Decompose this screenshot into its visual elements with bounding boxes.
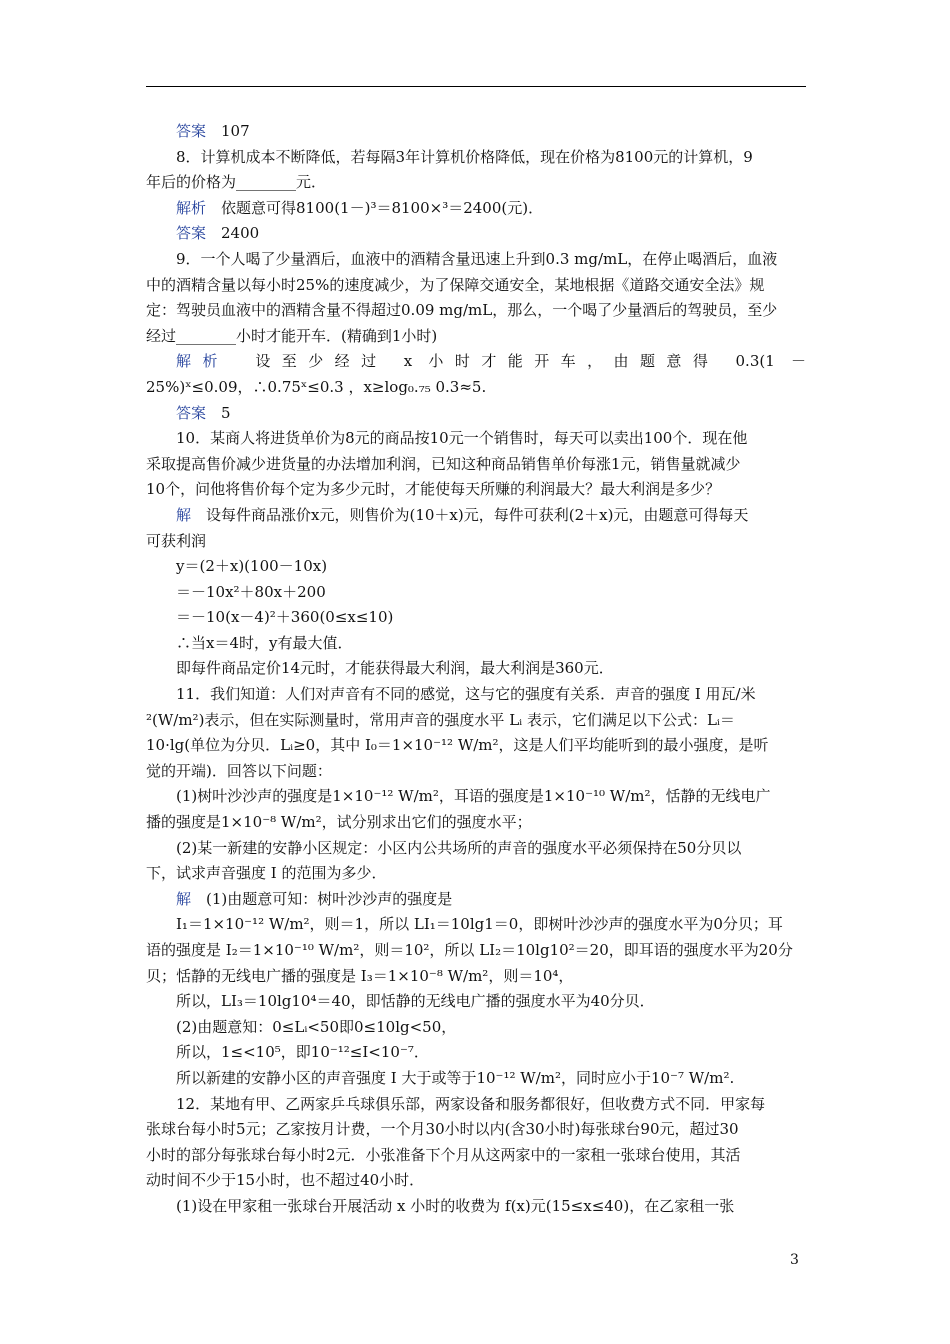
line-text: 9．一个人喝了少量酒后，血液中的酒精含量迅速上升到0.3 mg/mL，在停止喝酒后，血液 — [176, 249, 778, 268]
text-line — [146, 401, 806, 427]
answer-label: 解 — [176, 505, 192, 524]
text-line — [146, 221, 806, 247]
text-line — [146, 605, 806, 631]
line-text: 8．计算机成本不断降低，若每隔3年计算机价格降低，现在价格为8100元的计算机，9 — [176, 147, 753, 166]
line-text: 贝；恬静的无线电广播的强度是 I₃＝1×10⁻⁸ W/m²，则＝10⁴， — [146, 966, 574, 985]
text-line — [146, 1092, 806, 1118]
text-line — [146, 119, 806, 145]
text-line — [146, 349, 806, 375]
line-text: ∴当x＝4时，y有最大值． — [176, 633, 353, 652]
line-text: y＝(2＋x)(100－10x) — [176, 557, 328, 576]
line-text: 107 — [206, 122, 250, 140]
line-text: 即每件商品定价14元时，才能获得最大利润，最大利润是360元． — [176, 659, 614, 678]
line-text: 中的酒精含量以每小时25%的速度减少，为了保障交通安全，某地根据《道路交通安全法》规 — [146, 275, 765, 294]
text-line — [146, 196, 806, 222]
line-text: 5 — [206, 403, 231, 422]
text-line — [146, 784, 806, 810]
answer-label: 解析 — [176, 352, 229, 371]
text-line — [146, 298, 806, 324]
text-line — [146, 1066, 806, 1092]
text-line — [146, 938, 806, 964]
text-line — [146, 273, 806, 299]
line-text: 12．某地有甲、乙两家乒乓球俱乐部，两家设备和服务都很好，但收费方式不同．甲家每 — [176, 1094, 766, 1113]
line-text: ²(W/m²)表示，但在实际测量时，常用声音的强度水平 Lᵢ 表示，它们满足以下公式：Lᵢ＝ — [146, 710, 735, 729]
text-line — [146, 964, 806, 990]
text-line — [146, 887, 806, 913]
text-line — [146, 247, 806, 273]
line-text: 设每件商品涨价x元，则售价为(10＋x)元，每件可获利(2＋x)元，由题意可得每天 — [191, 505, 749, 524]
line-text: 可获利润 — [146, 531, 207, 550]
header-rule — [146, 86, 806, 87]
text-line — [146, 324, 806, 350]
line-text: I₁＝1×10⁻¹² W/m²，则＝1，所以 LI₁＝10lg1＝0，即树叶沙沙声的强度水平为0分贝；耳 — [176, 915, 783, 934]
answer-label: 解析 — [176, 198, 207, 217]
text-line — [146, 1143, 806, 1169]
line-text: 动时间不少于15小时，也不超过40小时． — [146, 1171, 425, 1190]
answer-label: 解 — [176, 889, 192, 908]
answer-label: 答案 — [176, 122, 207, 140]
line-text: 小时的部分每张球台每小时2元．小张准备下个月从这两家中的一家租一张球台使用，其活 — [146, 1145, 741, 1164]
text-line — [146, 1015, 806, 1041]
text-line — [146, 1040, 806, 1066]
text-line — [146, 989, 806, 1015]
line-text: 25%)ˣ≤0.09，∴0.75ˣ≤0.3 ，x≥log₀.₇₅ 0.3≈5. — [146, 377, 487, 396]
text-line — [146, 503, 806, 529]
line-text: (1)由题意可知：树叶沙沙声的强度是 — [191, 889, 453, 908]
text-line — [146, 580, 806, 606]
text-line — [146, 708, 806, 734]
line-text: 年后的价格为________元． — [146, 173, 327, 192]
line-text: ＝－10(x－4)²＋360(0≤x≤10) — [176, 608, 394, 627]
line-text: 2400 — [206, 224, 260, 243]
line-text: 语的强度是 I₂＝1×10⁻¹⁰ W/m²，则＝10²，所以 LI₂＝10lg10²＝20，即耳语的强度水平为20分 — [146, 941, 793, 959]
line-text: 所以，LI₃＝10lg10⁴＝40，即恬静的无线电广播的强度水平为40分贝． — [176, 992, 655, 1011]
line-text: 定：驾驶员血液中的酒精含量不得超过0.09 mg/mL，那么，一个喝了少量酒后的驾驶员，至少 — [146, 301, 778, 320]
text-line — [146, 477, 806, 503]
line-text: 依题意可得8100(1－)³＝8100×³＝2400(元)． — [206, 198, 544, 217]
answer-label: 答案 — [176, 403, 207, 422]
text-line — [146, 861, 806, 887]
document-body — [146, 119, 806, 1220]
line-text: 10个，问他将售价每个定为多少元时，才能使每天所赚的利润最大？最大利润是多少？ — [146, 480, 721, 499]
line-text: (1)设在甲家租一张球台开展活动 x 小时的收费为 f(x)元(15≤x≤40)，在乙家租一张 — [176, 1196, 735, 1215]
text-line — [146, 1117, 806, 1143]
line-text: 张球台每小时5元；乙家按月计费，一个月30小时以内(含30小时)每张球台90元，超过30 — [146, 1120, 739, 1139]
line-text: 11．我们知道：人们对声音有不同的感觉，这与它的强度有关系．声音的强度 I 用瓦/米 — [176, 685, 756, 704]
text-line — [146, 452, 806, 478]
line-text: 所以新建的安静小区的声音强度 I 大于或等于10⁻¹² W/m²，同时应小于10⁻⁷ W/m². — [176, 1068, 735, 1087]
text-line — [146, 529, 806, 555]
line-text: ＝－10x²＋80x＋200 — [176, 582, 326, 601]
line-text: 播的强度是1×10⁻⁸ W/m²，试分别求出它们的强度水平； — [146, 813, 532, 832]
text-line — [146, 733, 806, 759]
line-text: (2)由题意知：0≤Lᵢ<50即0≤10lg<50， — [176, 1017, 457, 1036]
line-text: 10·lg(单位为分贝．Lᵢ≥0，其中 I₀＝1×10⁻¹² W/m²，这是人们平均能听到的最小强度，是听 — [146, 736, 769, 755]
text-line — [146, 170, 806, 196]
text-line — [146, 145, 806, 171]
line-text: 采取提高售价减少进货量的办法增加利润，已知这种商品销售单价每涨1元，销售量就减少 — [146, 454, 741, 473]
text-line — [146, 1168, 806, 1194]
answer-label: 答案 — [176, 224, 207, 243]
text-line — [146, 912, 806, 938]
text-line — [146, 631, 806, 657]
text-line — [146, 682, 806, 708]
text-line — [146, 554, 806, 580]
line-text: 觉的开端)．回答以下问题： — [146, 761, 332, 780]
text-line — [146, 375, 806, 401]
line-text: 10．某商人将进货单价为8元的商品按10元一个销售时，每天可以卖出100个．现在他 — [176, 429, 748, 448]
text-line — [146, 759, 806, 785]
text-line — [146, 1194, 806, 1220]
line-text: 设至少经过 x 小时才能开车，由题意得 0.3(1 － — [228, 352, 806, 371]
text-line — [146, 836, 806, 862]
line-text: 所以，1≤<10⁵，即10⁻¹²≤I<10⁻⁷． — [176, 1043, 429, 1062]
line-text: (2)某一新建的安静小区规定：小区内公共场所的声音的强度水平必须保持在50分贝以 — [176, 838, 742, 857]
text-line — [146, 810, 806, 836]
line-text: 下，试求声音强度 I 的范围为多少． — [146, 864, 387, 883]
line-text: (1)树叶沙沙声的强度是1×10⁻¹² W/m²，耳语的强度是1×10⁻¹⁰ W/m²，恬静的无线电广 — [176, 787, 771, 806]
line-text: 经过________小时才能开车．(精确到1小时) — [146, 326, 438, 345]
page-number: 3 — [790, 1252, 799, 1268]
text-line — [146, 426, 806, 452]
text-line — [146, 656, 806, 682]
